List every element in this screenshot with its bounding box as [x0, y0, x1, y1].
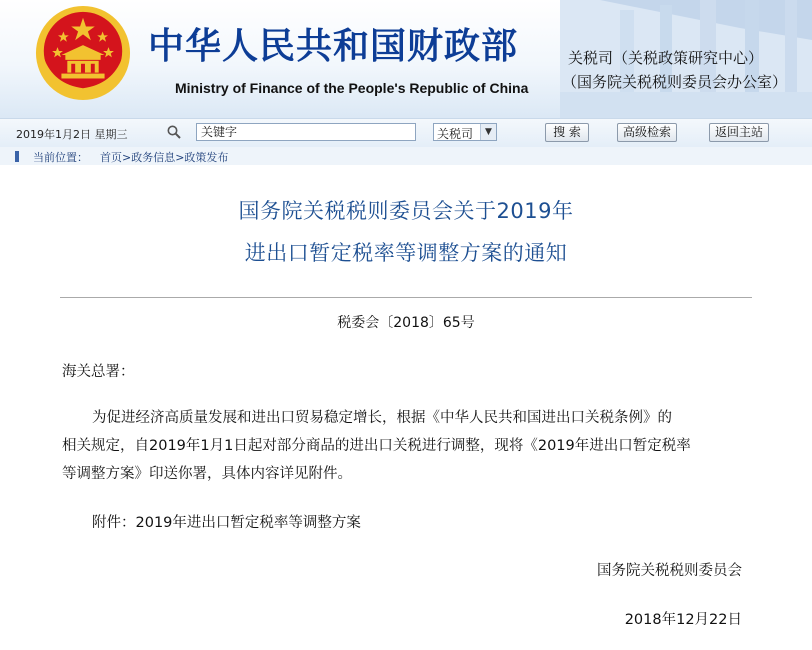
national-emblem-icon [34, 4, 132, 102]
document-title-line2: 进出口暂定税率等调整方案的通知 [244, 241, 568, 265]
search-toolbar [0, 118, 812, 148]
title-divider [60, 297, 752, 298]
search-input[interactable]: 关键字 [196, 123, 416, 141]
body-line-2: 相关规定，自2019年1月1日起对部分商品的进出口关税进行调整，现将《2019年进出口暂定税率 [62, 438, 691, 454]
breadcrumb-label: 当前位置： [33, 151, 88, 164]
search-icon [166, 124, 182, 140]
document-number: 税委会〔2018〕65号 [337, 315, 475, 331]
breadcrumb-marker [15, 151, 19, 162]
site-header [0, 0, 812, 118]
body-line-1: 为促进经济高质量发展和进出口贸易稳定增长，根据《中华人民共和国进出口关税条例》的 [92, 410, 672, 426]
document-title-line1: 国务院关税税则委员会关于2019年 [238, 199, 574, 223]
dropdown-arrow-icon[interactable]: ▼ [480, 124, 496, 140]
site-title-english: Ministry of Finance of the People's Republic of China [175, 80, 529, 96]
department-name: 关税司（关税政策研究中心） [568, 49, 764, 67]
sign-date: 2018年12月22日 [624, 612, 742, 628]
site-title: 中华人民共和国财政部 [148, 26, 519, 67]
scope-select-value: 关税司 [437, 127, 474, 141]
body-line-3: 等调整方案》印送你署，具体内容详见附件。 [62, 466, 352, 482]
department-subtitle: （国务院关税税则委员会办公室） [562, 73, 788, 91]
attachment-link[interactable]: 附件：2019年进出口暂定税率等调整方案 [92, 515, 361, 531]
scope-select[interactable] [433, 123, 497, 141]
search-button[interactable]: 搜 索 [545, 123, 589, 142]
breadcrumb-path[interactable]: 首页>政务信息>政策发布 [100, 151, 229, 164]
advanced-search-button[interactable]: 高级检索 [617, 123, 677, 142]
salutation: 海关总署： [62, 364, 135, 380]
current-date: 2019年1月2日 星期三 [16, 128, 128, 141]
return-home-button[interactable]: 返回主站 [709, 123, 769, 142]
breadcrumb [0, 147, 812, 165]
signature: 国务院关税税则委员会 [597, 563, 742, 579]
